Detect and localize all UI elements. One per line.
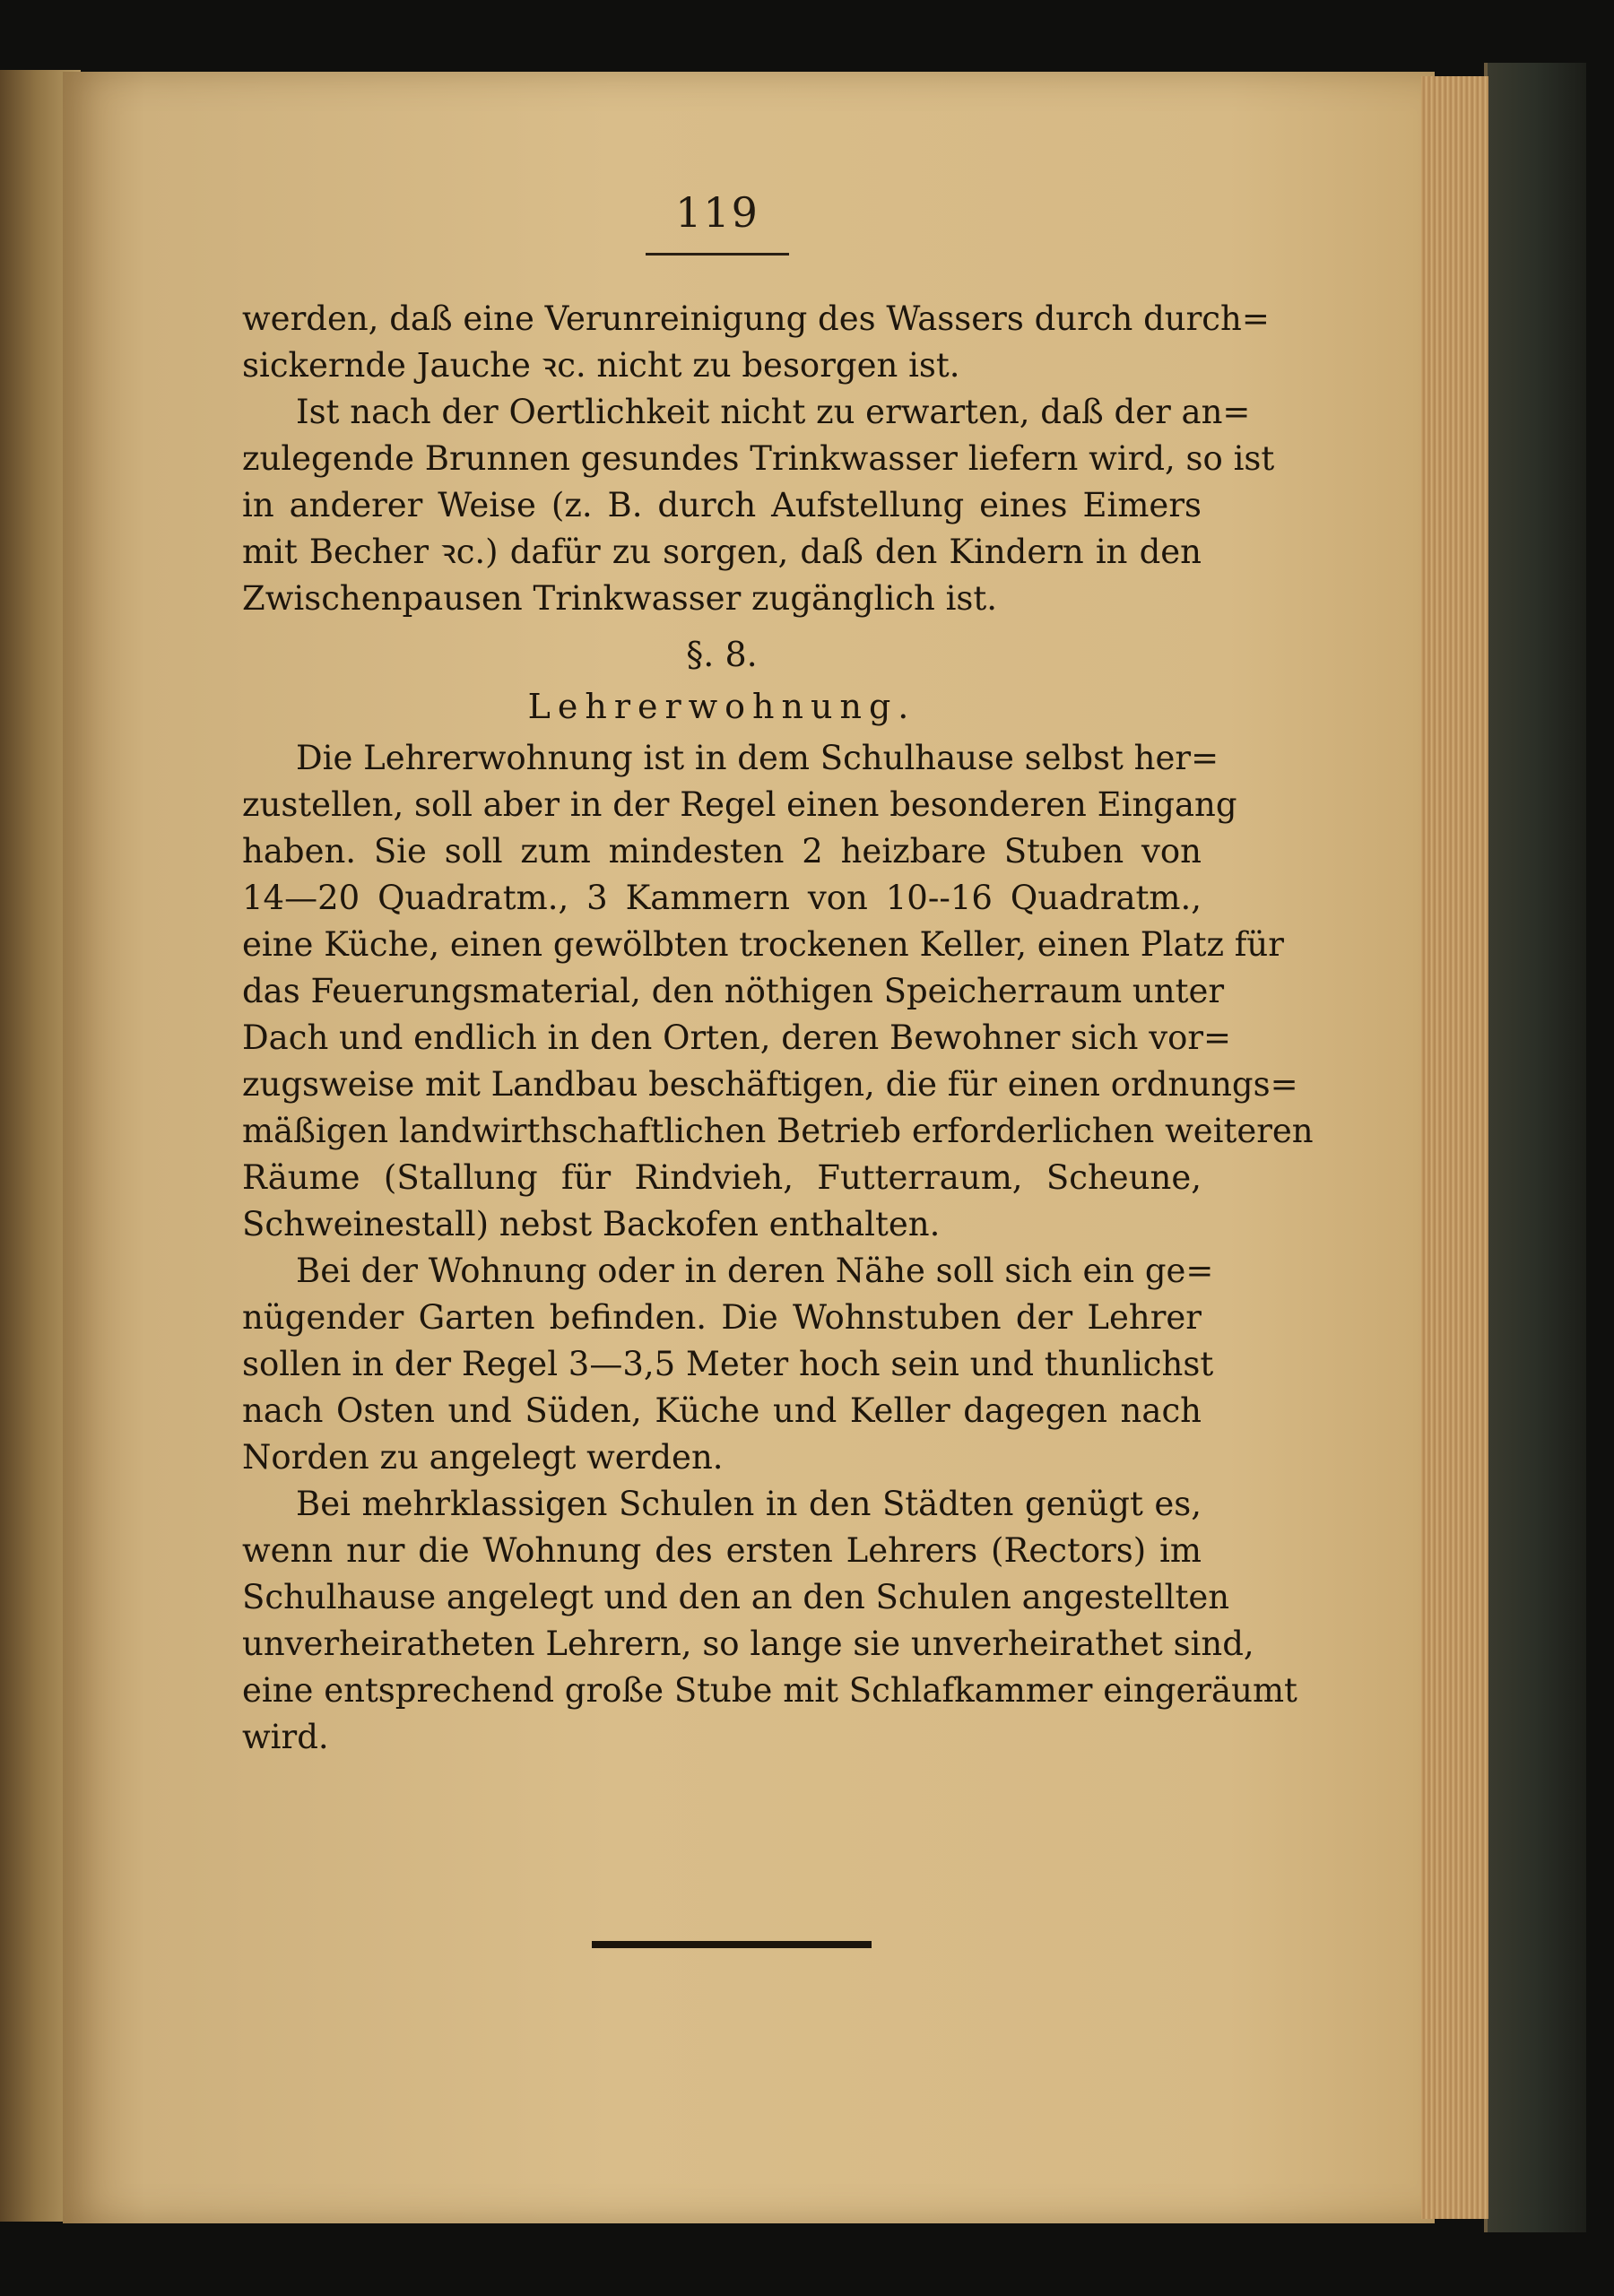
text-line: haben. Sie soll zum mindesten 2 heizbare Stuben von xyxy=(242,832,1202,871)
page-number-rule xyxy=(646,253,789,256)
section-number: §. 8. xyxy=(686,635,758,674)
text-line: Bei mehrklassigen Schulen in den Städten genügt es, xyxy=(296,1485,1202,1523)
text-line: werden, daß eine Verunreinigung des Wassers durch durch= xyxy=(242,299,1270,338)
text-line: 14—20 Quadratm., 3 Kammern von 10--16 Quadratm., xyxy=(242,879,1202,917)
page-stack-edge xyxy=(1421,76,1488,2219)
closing-rule xyxy=(592,1941,872,1948)
text-line: eine Küche, einen gewölbten trockenen Keller, einen Platz für xyxy=(242,925,1284,964)
text-line: Norden zu angelegt werden. xyxy=(242,1438,724,1477)
text-line: zugsweise mit Landbau beschäftigen, die für einen ordnungs= xyxy=(242,1065,1298,1104)
text-line: nügender Garten befinden. Die Wohnstuben der Lehrer xyxy=(242,1298,1202,1337)
text-line: unverheiratheten Lehrern, so lange sie unverheirathet sind, xyxy=(242,1625,1254,1663)
text-line: Die Lehrerwohnung ist in dem Schulhause selbst her= xyxy=(296,739,1219,777)
text-line: zulegende Brunnen gesundes Trinkwasser liefern wird, so ist xyxy=(242,439,1275,478)
text-line: wird. xyxy=(242,1718,329,1756)
text-line: Zwischenpausen Trinkwasser zugänglich ist. xyxy=(242,579,998,618)
text-line: das Feuerungsmaterial, den nöthigen Speicherraum unter xyxy=(242,972,1225,1010)
text-line: nach Osten und Süden, Küche und Keller dagegen nach xyxy=(242,1391,1202,1430)
text-line: Schweinestall) nebst Backofen enthalten. xyxy=(242,1205,941,1243)
text-line: sollen in der Regel 3—3,5 Meter hoch sein und thunlichst xyxy=(242,1345,1214,1383)
text-line: mit Becher ꝛc.) dafür zu sorgen, daß den Kindern in den xyxy=(242,533,1202,571)
text-line: Dach und endlich in den Orten, deren Bewohner sich vor= xyxy=(242,1018,1232,1057)
text-line: eine entsprechend große Stube mit Schlafkammer eingeräumt xyxy=(242,1671,1297,1710)
text-line: wenn nur die Wohnung des ersten Lehrers (Rectors) im xyxy=(242,1531,1202,1570)
text-line: mäßigen landwirthschaftlichen Betrieb erforderlichen weiteren xyxy=(242,1112,1314,1150)
page-number: 119 xyxy=(675,188,759,237)
page-text xyxy=(242,296,1314,1761)
section-title: Lehrerwohnung. xyxy=(527,687,916,726)
text-line: in anderer Weise (z. B. durch Aufstellung eines Eimers xyxy=(242,486,1202,524)
text-line: zustellen, soll aber in der Regel einen besonderen Eingang xyxy=(242,785,1237,824)
book-cover-right xyxy=(1484,63,1586,2232)
text-line: Bei der Wohnung oder in deren Nähe soll sich ein ge= xyxy=(296,1252,1214,1290)
text-line: sickernde Jauche ꝛc. nicht zu besorgen ist. xyxy=(242,346,960,385)
text-line: Räume (Stallung für Rindvieh, Futterraum, Scheune, xyxy=(242,1158,1202,1197)
text-line: Ist nach der Oertlichkeit nicht zu erwarten, daß der an= xyxy=(296,393,1251,431)
text-line: Schulhause angelegt und den an den Schulen angestellten xyxy=(242,1578,1230,1616)
